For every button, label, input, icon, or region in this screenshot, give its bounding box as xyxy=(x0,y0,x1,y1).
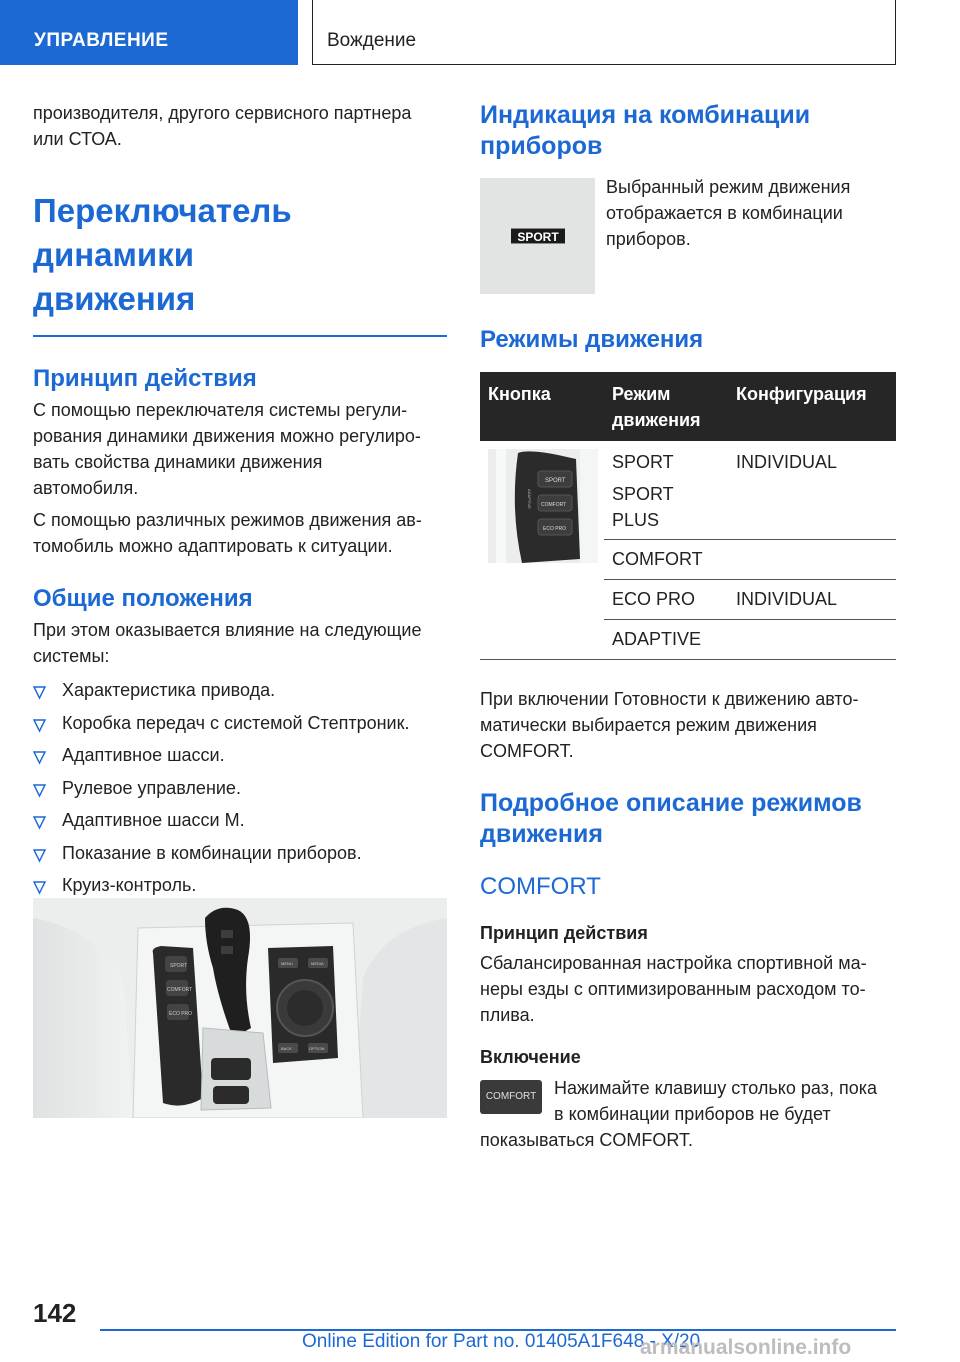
mode-cell: SPORT SPORT PLUS xyxy=(612,452,674,530)
console-media-label: MEDIA xyxy=(311,961,324,966)
console-back-label: BACK xyxy=(281,1046,292,1051)
config-cell: INDIVIDUAL xyxy=(736,452,838,472)
intro-text: производителя, другого сервисного партнера или СТОА. xyxy=(33,103,412,149)
general-heading: Общие положения xyxy=(33,585,253,612)
mode-cell: ECO PRO xyxy=(612,589,696,609)
modes-table xyxy=(480,372,896,659)
col-header-config: Конфигурация xyxy=(728,372,896,441)
console-illustration xyxy=(33,898,447,1118)
list-item: Коробка передач с системой Стептроник. xyxy=(33,710,447,736)
switch-on-text-bottom: показываться COMFORT. xyxy=(480,1130,694,1150)
comfort-heading: COMFORT xyxy=(480,873,601,900)
chapter-title: Вождение xyxy=(312,0,896,65)
row-divider xyxy=(604,539,896,579)
table-row xyxy=(480,441,896,539)
console-sport-label: SPORT xyxy=(170,963,188,969)
indication-text: Выбранный режим движения отображается в комбинации приборов. xyxy=(606,177,851,249)
console-comfort-label: COMFORT xyxy=(167,987,193,993)
switch-on-block xyxy=(480,1076,896,1156)
indication-block xyxy=(480,178,896,296)
row-divider xyxy=(604,619,896,659)
list-item: Адаптивное шасси M. xyxy=(33,807,447,833)
left-column xyxy=(33,100,447,1051)
col-header-button: Кнопка xyxy=(480,372,604,441)
console-photo xyxy=(33,898,447,1118)
switch-on-text-top: Нажимайте клавишу столько раз, пока в комбинации приборов не будет xyxy=(554,1078,877,1124)
comfort-button-image: COMFORT xyxy=(480,1080,542,1114)
indication-heading: Индикация на комбинации приборов xyxy=(480,101,811,160)
button-comfort-label: COMFORT xyxy=(541,502,567,508)
edition-text: Online Edition for Part no. 01405A1F648 - X/20 xyxy=(302,1331,701,1352)
detail-heading: Подробное описание режимов движения xyxy=(480,789,862,848)
cluster-display-image xyxy=(480,178,595,294)
button-adaptive-label: ADAPTIVE xyxy=(527,489,532,509)
mode-buttons-image xyxy=(488,449,598,563)
list-item: Характеристика привода. xyxy=(33,677,447,703)
page-title: Переключатель динамики движения xyxy=(33,192,292,317)
comfort-principle-heading: Принцип действия xyxy=(480,923,648,943)
general-paragraph: При этом оказывается влияние на следующие системы: xyxy=(33,620,422,666)
modes-heading: Режимы движения xyxy=(480,326,704,353)
table-bottom-rule xyxy=(480,659,896,660)
right-column xyxy=(480,100,896,1156)
button-image-cell xyxy=(480,441,604,659)
after-table-text: При включении Готовности к движению авто- матически выбирается режим движения COMFORT. xyxy=(480,689,859,761)
button-ecopro-label: ECO PRO xyxy=(543,526,567,532)
console-menu-label: MENU xyxy=(281,961,293,966)
watermark: armanualsonline.info xyxy=(640,1336,852,1359)
mode-cell: COMFORT xyxy=(612,549,703,569)
console-ecopro-label: ECO PRO xyxy=(169,1011,193,1017)
principle-heading: Принцип действия xyxy=(33,365,257,392)
console-option-label: OPTION xyxy=(309,1046,325,1051)
switch-on-heading: Включение xyxy=(480,1047,581,1067)
principle-paragraph-2: С помощью различных режимов движения ав- томобиль можно адаптировать к ситуации. xyxy=(33,510,422,556)
parking-brake-shape xyxy=(211,1058,251,1080)
systems-list xyxy=(33,677,447,898)
list-item: Показание в комбинации приборов. xyxy=(33,840,447,866)
principle-paragraph-1: С помощью переключателя системы регули- рования динамики движения можно регулиро- вать свойства динамики движения автомобиля. xyxy=(33,400,421,498)
section-tab: УПРАВЛЕНИЕ xyxy=(0,0,298,65)
page-number: 142 xyxy=(33,1298,77,1328)
col-header-mode: Режим движения xyxy=(604,372,728,441)
comfort-principle-text: Сбалансированная настройка спортивной ма- неры езды с оптимизированным расходом то- плива. xyxy=(480,953,867,1025)
title-rule xyxy=(33,335,447,337)
button-sport-label: SPORT xyxy=(545,478,566,484)
list-item: Адаптивное шасси. xyxy=(33,742,447,768)
list-item: Круиз-контроль. xyxy=(33,872,447,898)
mode-cell: ADAPTIVE xyxy=(612,629,702,649)
list-item: Рулевое управление. xyxy=(33,775,447,801)
sport-badge: SPORT xyxy=(511,228,565,244)
config-cell: INDIVIDUAL xyxy=(736,589,838,609)
row-divider xyxy=(604,579,896,619)
